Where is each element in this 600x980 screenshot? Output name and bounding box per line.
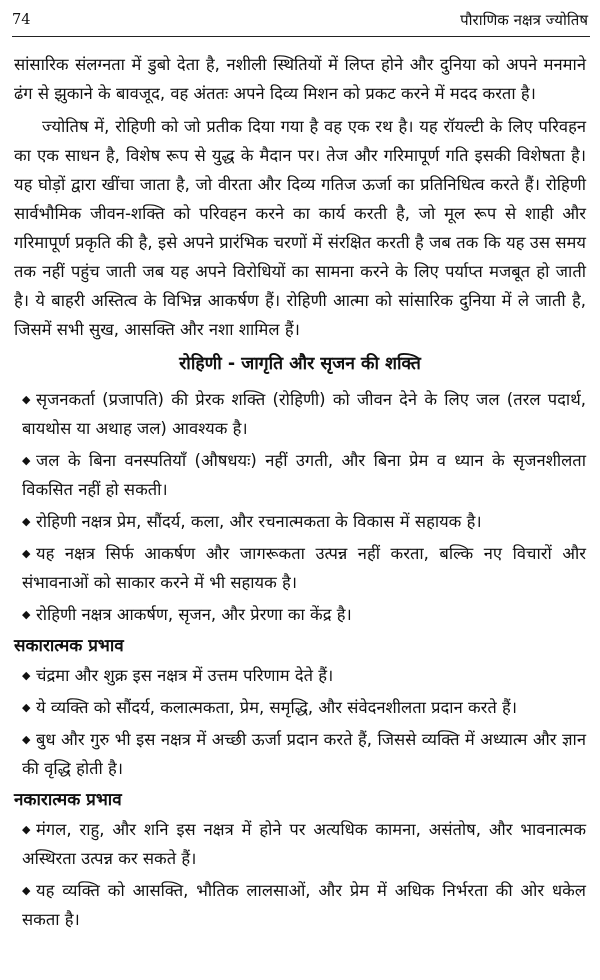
diamond-bullet-icon: ◆ <box>22 733 31 746</box>
list-item-text: मंगल, राहु, और शनि इस नक्षत्र में होने पर अत्यधिक कामना, असंतोष, और भावनात्मक अस्थिरता उत्पन्न कर सकते हैं। <box>22 820 586 868</box>
diamond-bullet-icon: ◆ <box>22 608 31 621</box>
list-item-text: यह व्यक्ति को आसक्ति, भौतिक लालसाओं, और प्रेम में अधिक निर्भरता की ओर धकेल सकता है। <box>22 881 586 929</box>
list-item-text: रोहिणी नक्षत्र प्रेम, सौंदर्य, कला, और रचनात्मकता के विकास में सहायक है। <box>36 512 482 531</box>
list-item-text: जल के बिना वनस्पतियाँ (औषधयः) नहीं उगती, और बिना प्रेम व ध्यान के सृजनशीलता विकसित नहीं हो सकती। <box>22 451 586 499</box>
negative-effects-list <box>14 815 586 934</box>
diamond-bullet-icon: ◆ <box>22 547 31 560</box>
list-item-text: यह नक्षत्र सिर्फ आकर्षण और जागरूकता उत्पन्न नहीं करता, बल्कि नए विचारों और संभावनाओं को साकार करने में भी सहायक है। <box>22 544 586 592</box>
diamond-bullet-icon: ◆ <box>22 701 31 714</box>
list-item <box>22 600 586 629</box>
section-bullet-list <box>14 385 586 629</box>
page-body <box>14 50 586 937</box>
negative-effects-heading: नकारात्मक प्रभाव <box>14 790 122 810</box>
diamond-bullet-icon: ◆ <box>22 884 31 897</box>
list-item <box>22 815 586 873</box>
list-item <box>22 693 586 722</box>
diamond-bullet-icon: ◆ <box>22 823 31 836</box>
positive-effects-list <box>14 661 586 783</box>
positive-effects-heading: सकारात्मक प्रभाव <box>14 636 124 656</box>
paragraph-chariot-symbol: ज्योतिष में, रोहिणी को जो प्रतीक दिया गया है वह एक रथ है। यह रॉयल्टी के लिए परिवहन का एक साधन है, विशेष रूप से युद्ध के मैदान पर। तेज और गरिमापूर्ण गति इसकी विशेषता है। यह घोड़ों द्वारा खींचा जाता है, जो वीरता और दिव्य गतिज ऊर्जा का प्रतिनिधित्व करते हैं। रोहिणी सार्वभौमिक जीवन-शक्ति को परिवहन करने का कार्य करती है, जो मूल रूप से शाही और गरिमापूर्ण प्रकृति की है, इसे अपने प्रारंभिक चरणों में संरक्षित करती है जब तक कि यह उस समय तक नहीं पहुंच जाती जब यह अपने विरोधियों का सामना करने के लिए पर्याप्त मजबूत हो जाती है। ये बाहरी अस्तित्व के विभिन्न आकर्षण हैं। रोहिणी आत्मा को सांसारिक दुनिया में ले जाती है, जिसमें सभी सुख, आसक्ति और नशा शामिल हैं। <box>14 117 586 339</box>
running-title: पौराणिक नक्षत्र ज्योतिष <box>460 11 588 29</box>
list-item-text: सृजनकर्ता (प्रजापति) की प्रेरक शक्ति (रोहिणी) को जीवन देने के लिए जल (तरल पदार्थ, बायथोस या अथाह जल) आवश्यक है। <box>22 390 586 438</box>
section-heading: रोहिणी - जागृति और सृजन की शक्ति <box>179 354 421 374</box>
diamond-bullet-icon: ◆ <box>22 515 31 528</box>
page-header <box>12 6 590 37</box>
paragraph-continuation: सांसारिक संलग्नता में डुबो देता है, नशीली स्थितियों में लिप्त होने और दुनिया को अपने मनमाने ढंग से झुकाने के बावजूद, वह अंततः अपने दिव्य मिशन को प्रकट करने में मदद करता है। <box>14 55 586 103</box>
list-item <box>22 446 586 504</box>
list-item <box>22 876 586 934</box>
list-item <box>22 661 586 690</box>
list-item-text: बुध और गुरु भी इस नक्षत्र में अच्छी ऊर्जा प्रदान करते हैं, जिससे व्यक्ति में अध्यात्म और ज्ञान की वृद्धि होती है। <box>22 730 586 778</box>
diamond-bullet-icon: ◆ <box>22 393 31 406</box>
list-item <box>22 539 586 597</box>
diamond-bullet-icon: ◆ <box>22 454 31 467</box>
diamond-bullet-icon: ◆ <box>22 669 31 682</box>
list-item-text: चंद्रमा और शुक्र इस नक्षत्र में उत्तम परिणाम देते हैं। <box>36 666 334 685</box>
page-number: 74 <box>12 12 31 28</box>
list-item-text: ये व्यक्ति को सौंदर्य, कलात्मकता, प्रेम, समृद्धि, और संवेदनशीलता प्रदान करते हैं। <box>36 698 518 717</box>
list-item <box>22 507 586 536</box>
list-item <box>22 385 586 443</box>
list-item <box>22 725 586 783</box>
list-item-text: रोहिणी नक्षत्र आकर्षण, सृजन, और प्रेरणा का केंद्र है। <box>36 605 352 624</box>
